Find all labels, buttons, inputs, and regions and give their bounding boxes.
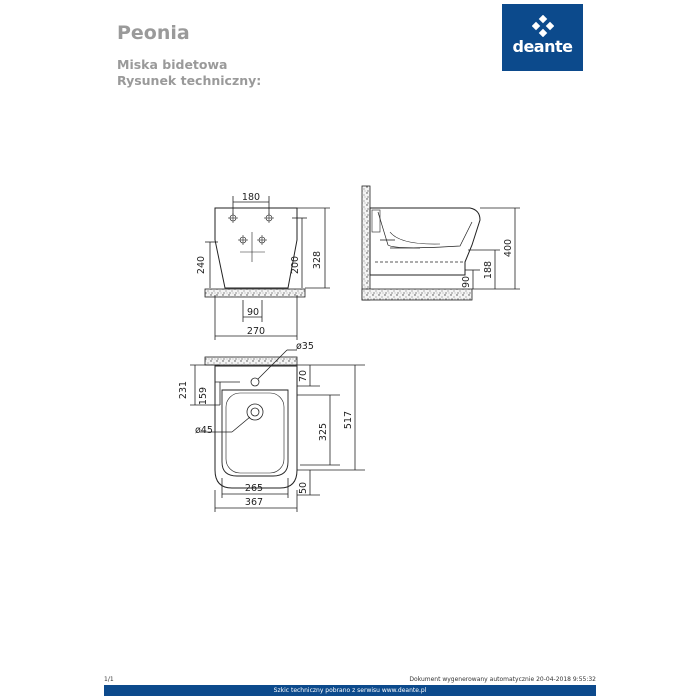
- dim-367: 367: [244, 497, 264, 508]
- dim-200: 200: [290, 255, 301, 275]
- dim-188: 188: [483, 260, 494, 280]
- dim-diameter-45: ø45: [195, 425, 213, 436]
- section-heading: Rysunek techniczny:: [117, 73, 262, 88]
- dim-240: 240: [196, 255, 207, 275]
- page-number: 1/1: [104, 676, 114, 683]
- dim-50: 50: [298, 481, 309, 495]
- dim-270: 270: [246, 326, 266, 337]
- dim-400: 400: [503, 238, 514, 258]
- dim-328: 328: [312, 250, 323, 270]
- product-title: Peonia: [117, 22, 190, 44]
- dim-90: 90: [246, 307, 260, 318]
- dim-325: 325: [318, 422, 329, 442]
- product-subtitle: Miska bidetowa: [117, 57, 228, 72]
- top-view: [190, 350, 365, 512]
- dim-265: 265: [244, 483, 264, 494]
- dim-70: 70: [298, 369, 309, 383]
- dim-diameter-35: ø35: [296, 341, 314, 352]
- side-view: [362, 186, 520, 300]
- dim-159: 159: [198, 386, 209, 406]
- generated-note: Dokument wygenerowany automatycznie 20-04-2018 9:55:32: [409, 676, 596, 683]
- dim-90-side: 90: [461, 275, 472, 289]
- source-footer: Szkic techniczny pobrano z serwisu www.deante.pl: [104, 685, 596, 696]
- dim-231: 231: [178, 380, 189, 400]
- logo-wordmark: deante: [512, 37, 573, 56]
- dim-180: 180: [241, 192, 261, 203]
- dim-517: 517: [343, 410, 354, 430]
